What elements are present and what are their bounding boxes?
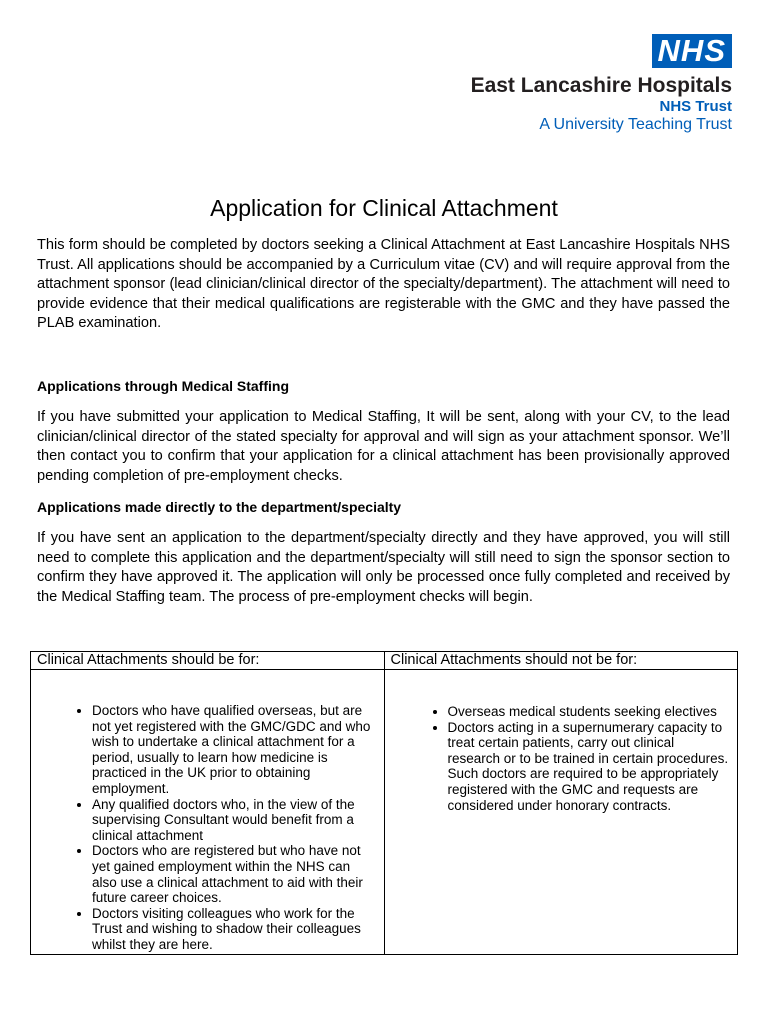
- col-for-header: Clinical Attachments should be for:: [31, 652, 385, 670]
- list-item: • Doctors visiting colleagues who work for the Trust and wishing to shadow their colleagues whilst they are here.: [92, 906, 383, 953]
- staffing-paragraph: If you have submitted your application to Medical Staffing, It will be sent, along with your CV, to the lead clinician/clinical director of the stated specialty for approval and will sign as your attachment sponsor. We’ll then contact you to confirm that your application for a clinical attachment has been provisionally approved pending completion of pre-employment checks.: [37, 409, 730, 484]
- col-for-cell: [31, 670, 385, 955]
- staffing-heading: Applications through Medical Staffing: [37, 378, 289, 394]
- intro-paragraph: This form should be completed by doctors seeking a Clinical Attachment at East Lancashire Hospitals NHS Trust. All applications should be accompanied by a Curriculum vitae (CV) and will require approval from the attachment sponsor (lead clinician/clinical director of the specialty/department). The attachment will need to provide evidence that their medical qualifications are registerable with the GMC and they have passed the PLAB examination.: [37, 237, 730, 331]
- table-header-row: [31, 652, 738, 670]
- org-trust: NHS Trust: [659, 98, 732, 115]
- direct-paragraph: If you have sent an application to the department/specialty directly and they have approved, you will still need to complete this application and the department/specialty will still need to sign the sponsor section to confirm they have approved it. The application will only be processed once fully completed and received by the Medical Staffing team. The process of pre-employment checks will begin.: [37, 530, 730, 605]
- attachment-criteria-table: [30, 651, 738, 955]
- list-item: • Doctors acting in a supernumerary capacity to treat certain patients, carry out clinical research or to be trained in certain procedures. Such doctors are required to be appropriately registered with the GMC and requests are considered under honorary contracts.: [448, 720, 737, 814]
- for-list: [32, 671, 383, 953]
- col-not-for-header: Clinical Attachments should not be for:: [384, 652, 738, 670]
- not-for-list: [386, 671, 737, 813]
- table-body-row: [31, 670, 738, 955]
- list-item: • Overseas medical students seeking electives: [448, 704, 737, 720]
- trust-logo: [432, 34, 732, 135]
- list-item: • Doctors who are registered but who have not yet gained employment within the NHS can also use a clinical attachment to aid with their future career choices.: [92, 843, 383, 905]
- org-university: A University Teaching Trust: [539, 116, 732, 133]
- direct-heading: Applications made directly to the department/specialty: [37, 499, 402, 515]
- org-name: East Lancashire Hospitals: [470, 74, 732, 97]
- list-item: • Any qualified doctors who, in the view of the supervising Consultant would benefit from a clinical attachment: [92, 797, 383, 844]
- col-not-for-cell: [384, 670, 738, 955]
- nhs-logo: NHS: [652, 34, 732, 68]
- list-item: • Doctors who have qualified overseas, but are not yet registered with the GMC/GDC and who wish to undertake a clinical attachment for a period, usually to learn how medicine is practiced in the UK prior to obtaining employment.: [92, 703, 383, 797]
- page-title: Application for Clinical Attachment: [210, 195, 558, 221]
